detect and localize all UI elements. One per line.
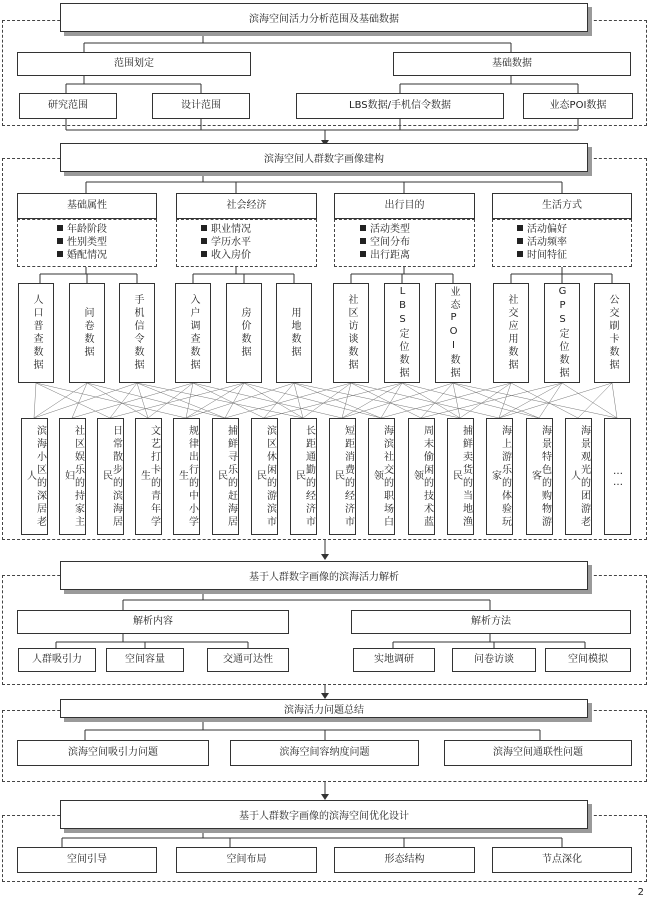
data-source-box: 社区访谈数据	[333, 283, 369, 383]
persona-box-more: ……	[604, 418, 631, 535]
bullets-social-list: 职业情况 学历水平 收入房价	[201, 223, 251, 262]
persona-box: 滨海小区的深居老人	[21, 418, 48, 535]
section1-title: 滨海空间活力分析范围及基础数据	[60, 3, 588, 32]
problem-item: 滨海空间容纳度问题	[230, 740, 419, 766]
design-scope-box: 设计范围	[152, 93, 250, 119]
category-social: 社会经济	[176, 193, 317, 219]
category-lifestyle: 生活方式	[492, 193, 632, 219]
bullets-trip-list: 活动类型 空间分布 出行距离	[360, 223, 410, 262]
persona-box: 短距消费的经济市民	[329, 418, 356, 535]
persona-box: 海上游乐的体验玩家	[486, 418, 513, 535]
problem-item: 滨海空间通联性问题	[444, 740, 632, 766]
design-item: 节点深化	[492, 847, 632, 873]
data-source-box: 入户调查数据	[175, 283, 211, 383]
data-source-box: 业态POI数据	[435, 283, 471, 383]
persona-box: 社区娱乐的持家主妇	[59, 418, 86, 535]
persona-box: 文艺打卡的青年学生	[135, 418, 162, 535]
analysis-item: 空间容量	[106, 648, 184, 672]
design-item: 形态结构	[334, 847, 475, 873]
category-basic: 基础属性	[17, 193, 157, 219]
design-item: 空间布局	[176, 847, 317, 873]
persona-box: 捕鲜寻乐的赶海居民	[212, 418, 239, 535]
data-source-box: 房价数据	[226, 283, 262, 383]
analysis-item: 交通可达性	[207, 648, 289, 672]
category-trip: 出行目的	[334, 193, 475, 219]
page-number: 2	[637, 887, 644, 898]
analysis-item: 空间模拟	[545, 648, 631, 672]
data-source-box: 问卷数据	[69, 283, 105, 383]
persona-box: 捕鲜卖货的当地渔民	[447, 418, 474, 535]
poi-data-box: 业态POI数据	[523, 93, 633, 119]
analysis-item: 实地调研	[353, 648, 435, 672]
persona-box: 海景特色的购物游客	[526, 418, 553, 535]
research-scope-box: 研究范围	[19, 93, 117, 119]
scope-box: 范围划定	[17, 52, 251, 76]
data-source-box: 用地数据	[276, 283, 312, 383]
data-source-box: 手机信令数据	[119, 283, 155, 383]
analysis-content-box: 解析内容	[17, 610, 289, 634]
persona-box: 日常散步的滨海居民	[97, 418, 124, 535]
section2-title: 滨海空间人群数字画像建构	[60, 143, 588, 172]
analysis-method-box: 解析方法	[351, 610, 631, 634]
bullets-lifestyle-list: 活动偏好 活动频率 时间特征	[517, 223, 567, 262]
data-source-box: 社交应用数据	[493, 283, 529, 383]
data-source-box: LBS定位数据	[384, 283, 420, 383]
persona-box: 长距通勤的经济市民	[290, 418, 317, 535]
design-item: 空间引导	[17, 847, 157, 873]
data-source-box: 公交刷卡数据	[594, 283, 630, 383]
section5-title: 基于人群数字画像的滨海空间优化设计	[60, 800, 588, 829]
persona-box: 海滨社交的职场白领	[368, 418, 395, 535]
persona-box: 周末偷闲的技术蓝领	[408, 418, 435, 535]
persona-box: 滨区休闲的游滨市民	[251, 418, 278, 535]
problem-item: 滨海空间吸引力问题	[17, 740, 209, 766]
persona-box: 规律出行的中小学生	[173, 418, 200, 535]
lbs-data-box: LBS数据/手机信令数据	[296, 93, 504, 119]
bullets-basic-list: 年龄阶段 性别类型 婚配情况	[57, 223, 107, 262]
persona-box: 海景观光的团游老人	[565, 418, 592, 535]
base-data-box: 基础数据	[393, 52, 631, 76]
data-source-box: 人口普查数据	[18, 283, 54, 383]
data-source-box: GPS定位数据	[544, 283, 580, 383]
section3-title: 基于人群数字画像的滨海活力解析	[60, 561, 588, 590]
section4-title: 滨海活力问题总结	[60, 699, 588, 718]
analysis-item: 问卷访谈	[452, 648, 536, 672]
analysis-item: 人群吸引力	[18, 648, 96, 672]
